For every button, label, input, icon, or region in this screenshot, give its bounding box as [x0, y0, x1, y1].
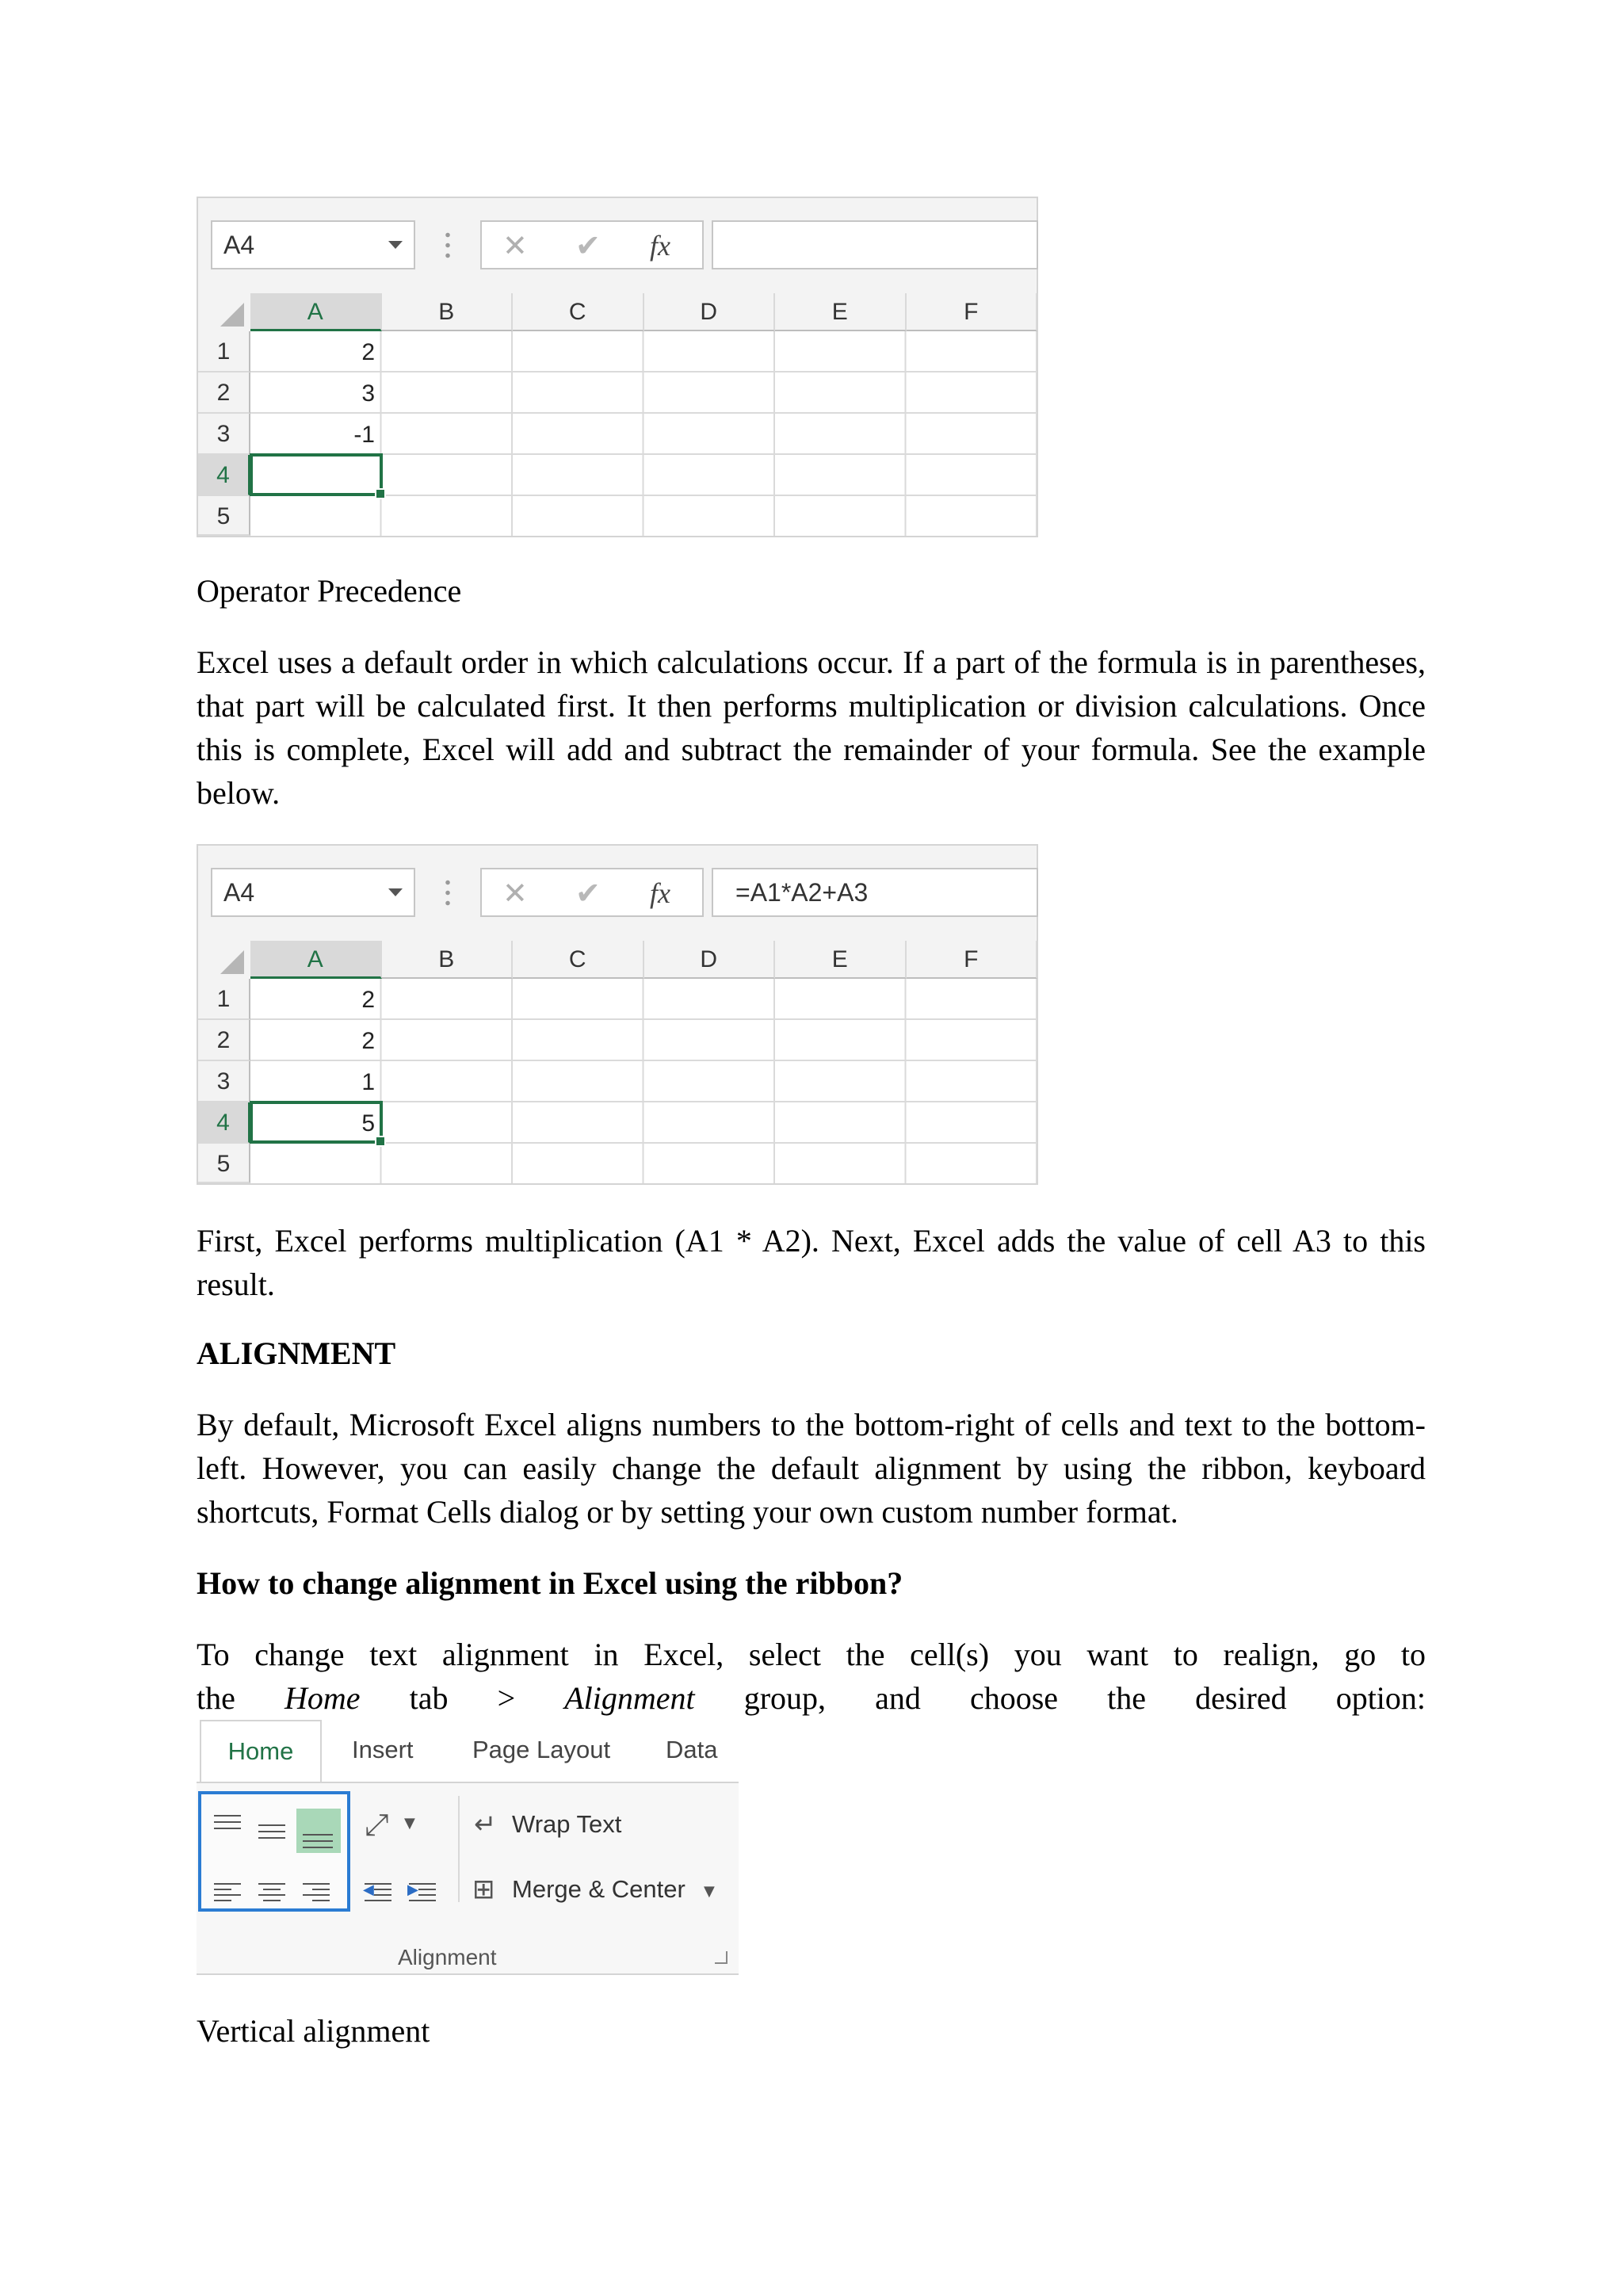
bottom-align-icon[interactable] — [303, 1831, 330, 1851]
column-header-f[interactable]: F — [907, 293, 1038, 331]
formula-bar[interactable]: =A1*A2+A3 — [712, 868, 1038, 917]
insert-function-icon[interactable]: fx — [650, 877, 670, 909]
name-box[interactable] — [211, 220, 415, 269]
insert-function-icon[interactable]: fx — [650, 230, 670, 262]
cell-a1[interactable]: 2 — [361, 339, 375, 365]
column-header-f[interactable]: F — [907, 941, 1038, 979]
ribbon-separator — [458, 1796, 460, 1902]
merge-center-button[interactable]: Merge & Center — [512, 1875, 685, 1903]
cell-a3[interactable]: 1 — [361, 1069, 375, 1095]
row-header-1[interactable]: 1 — [198, 979, 250, 1020]
excel-screenshot-1 — [197, 197, 1038, 537]
formula-buttons — [480, 868, 704, 917]
drag-handle-icon — [445, 877, 450, 907]
select-all-icon — [220, 303, 244, 327]
middle-align-icon[interactable] — [258, 1821, 285, 1842]
column-header-b[interactable]: B — [382, 293, 514, 331]
chevron-down-icon[interactable] — [388, 888, 403, 896]
align-right-icon[interactable] — [303, 1883, 330, 1904]
fill-handle[interactable] — [375, 488, 386, 499]
text-home: Home — [284, 1680, 361, 1716]
paragraph-change-alignment-line2 — [197, 1676, 1426, 1720]
name-box-value: A4 — [223, 878, 255, 907]
formula-bar[interactable] — [712, 220, 1038, 269]
text-tab: tab — [409, 1680, 449, 1716]
text-the: the — [197, 1680, 235, 1716]
heading-alignment: ALIGNMENT — [197, 1335, 396, 1371]
paragraph-operator-precedence: Excel uses a default order in which calculations occur. If a part of the formula is in parentheses, that part will be calculated first. It then performs multiplication or division calculations. Once this is complete, Excel will add and subtract the remainder of your formula. See the example below. — [197, 644, 1426, 811]
merge-center-icon[interactable]: ⊞ — [472, 1874, 495, 1905]
column-header-d[interactable]: D — [644, 293, 776, 331]
select-all-corner[interactable] — [198, 293, 250, 331]
text-alignment: Alignment — [564, 1680, 695, 1716]
column-header-e[interactable]: E — [775, 941, 907, 979]
cell-a4[interactable]: 5 — [361, 1110, 375, 1137]
fill-handle[interactable] — [375, 1136, 386, 1147]
cell-a2[interactable]: 3 — [361, 380, 375, 407]
cell-a1[interactable]: 2 — [361, 987, 375, 1013]
wrap-text-button[interactable]: Wrap Text — [512, 1810, 622, 1838]
tab-page-layout[interactable]: Page Layout — [472, 1736, 611, 1763]
row-header-4[interactable]: 4 — [198, 1102, 250, 1144]
row-header-3[interactable]: 3 — [198, 1061, 250, 1102]
decrease-indent-arrow: ◀ — [363, 1881, 374, 1898]
column-header-a[interactable]: A — [250, 293, 382, 331]
excel-screenshot-2 — [197, 844, 1038, 1185]
select-all-corner[interactable] — [198, 941, 250, 979]
heading-ribbon-alignment: How to change alignment in Excel using the ribbon? — [197, 1565, 903, 1601]
orientation-icon[interactable]: ⤢ — [365, 1807, 389, 1842]
row-header-3[interactable]: 3 — [198, 414, 250, 455]
cell-a2[interactable]: 2 — [361, 1028, 375, 1054]
chevron-down-icon[interactable] — [388, 241, 403, 249]
row-header-5[interactable]: 5 — [198, 496, 250, 536]
drag-handle-icon — [445, 230, 450, 260]
align-left-icon[interactable] — [214, 1883, 241, 1904]
text-gt: > — [497, 1680, 516, 1716]
row-header-1[interactable]: 1 — [198, 331, 250, 372]
column-header-d[interactable]: D — [644, 941, 776, 979]
active-cell-border — [250, 453, 383, 496]
tab-insert[interactable]: Insert — [352, 1736, 414, 1763]
heading-operator-precedence: Operator Precedence — [197, 573, 462, 609]
heading-vertical-alignment: Vertical alignment — [197, 2013, 430, 2049]
cell-a3[interactable]: -1 — [353, 422, 375, 448]
column-header-b[interactable]: B — [382, 941, 514, 979]
orientation-dropdown-icon[interactable]: ▼ — [404, 1815, 415, 1832]
active-cell-border — [250, 1101, 383, 1144]
merge-dropdown-icon[interactable]: ▼ — [704, 1883, 715, 1900]
ribbon-tabs — [197, 1720, 739, 1783]
wrap-text-icon[interactable]: ↵ — [474, 1809, 497, 1840]
column-header-c[interactable]: C — [513, 941, 644, 979]
enter-icon[interactable]: ✔ — [575, 876, 601, 911]
row-header-2[interactable]: 2 — [198, 372, 250, 414]
top-align-icon[interactable] — [214, 1815, 241, 1836]
dialog-launcher-icon[interactable] — [715, 1951, 727, 1964]
tab-home[interactable]: Home — [200, 1720, 322, 1783]
group-label-alignment: Alignment — [398, 1945, 497, 1969]
paragraph-first-excel: First, Excel performs multiplication (A1 * A2). Next, Excel adds the value of cell A3 to this result. — [197, 1223, 1426, 1302]
column-header-c[interactable]: C — [513, 293, 644, 331]
formula-buttons — [480, 220, 704, 269]
increase-indent-arrow: ▶ — [407, 1881, 418, 1898]
paragraph-default-alignment: By default, Microsoft Excel aligns numbers to the bottom-right of cells and text to the bottom-left. However, you can easily change the default alignment by using the ribbon, keyboard shortcuts, Format Cells dialog or by setting your own custom number format. — [197, 1407, 1426, 1530]
column-header-a[interactable]: A — [250, 941, 382, 979]
paragraph-change-alignment-line1: To change text alignment in Excel, select the cell(s) you want to realign, go to — [197, 1637, 1426, 1672]
select-all-icon — [220, 950, 244, 974]
name-box-value: A4 — [223, 231, 255, 259]
name-box[interactable] — [211, 868, 415, 917]
center-icon[interactable] — [258, 1883, 285, 1904]
row-header-2[interactable]: 2 — [198, 1020, 250, 1061]
ribbon-screenshot — [197, 1720, 739, 1975]
column-header-e[interactable]: E — [775, 293, 907, 331]
cancel-icon[interactable]: ✕ — [502, 228, 528, 263]
cancel-icon[interactable]: ✕ — [502, 876, 528, 911]
row-header-4[interactable]: 4 — [198, 455, 250, 496]
enter-icon[interactable]: ✔ — [575, 228, 601, 263]
row-header-5[interactable]: 5 — [198, 1144, 250, 1183]
tab-data[interactable]: Data — [666, 1736, 718, 1763]
text-rest: group, and choose the desired option: — [743, 1680, 1426, 1716]
